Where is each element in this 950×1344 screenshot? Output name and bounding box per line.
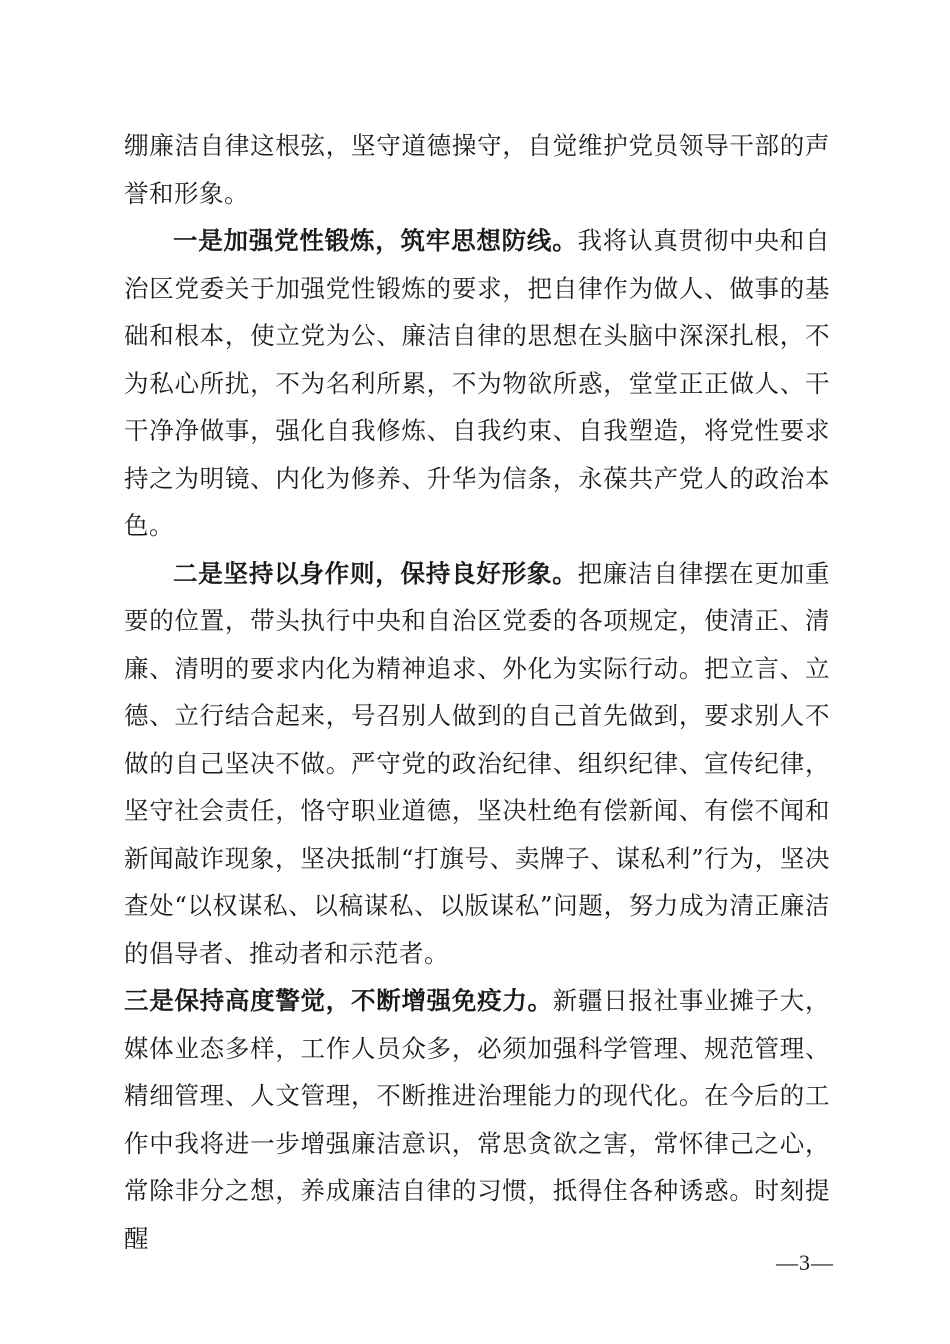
paragraph-item-one [124, 217, 830, 550]
page-number: —3— [776, 1250, 834, 1275]
paragraph-heading: 一是加强党性锻炼，筑牢思想防线。 [173, 226, 578, 255]
document-body [124, 122, 830, 1262]
paragraph-heading: 二是坚持以身作则，保持良好形象。 [173, 558, 578, 588]
paragraph-text: 把廉洁自律摆在更加重要的位置，带头执行中央和自治区党委的各项规定，使清正、清廉、清明的要求内化为精神追求、外化为实际行动。把立言、立德、立行结合起来，号召别人做到的自己首先做到，要求别人不做的自己坚决不做。严守党的政治纪律、组织纪律、宣传纪律，坚守社会责任，恪守职业道德，坚决杜绝有偿新闻、有偿不闻和新闻敲诈现象，坚决抵制“打旗号、卖牌子、谋私利”行为，坚决查处“以权谋私、以稿谋私、以版谋私”问题，努力成为清正廉洁的倡导者、推动者和示范者。 [124, 558, 831, 968]
paragraph-item-three [124, 977, 830, 1262]
paragraph-text: 新疆日报社事业摊子大，媒体业态多样，工作人员众多，必须加强科学管理、规范管理、精细管理、人文管理，不断推进治理能力的现代化。在今后的工作中我将进一步增强廉洁意识，常思贪欲之害，常怀律己之心，常除非分之想，养成廉洁自律的习惯，抵得住各种诱惑。时刻提醒 [124, 986, 831, 1253]
paragraph-heading: 三是保持高度警觉，不断增强免疫力。 [124, 986, 553, 1015]
paragraph-text: 绷廉洁自律这根弦，坚守道德操守，自觉维护党员领导干部的声誉和形象。 [124, 131, 830, 208]
paragraph-continuation [124, 122, 830, 217]
paragraph-item-two [124, 550, 830, 978]
paragraph-text: 我将认真贯彻中央和自治区党委关于加强党性锻炼的要求，把自律作为做人、做事的基础和根本，使立党为公、廉洁自律的思想在头脑中深深扎根，不为私心所扰，不为名利所累，不为物欲所惑，堂堂正正做人、干干净净做事，强化自我修炼、自我约束、自我塑造，将党性要求持之为明镜、内化为修养、升华为信条，永葆共产党人的政治本色。 [124, 226, 831, 540]
